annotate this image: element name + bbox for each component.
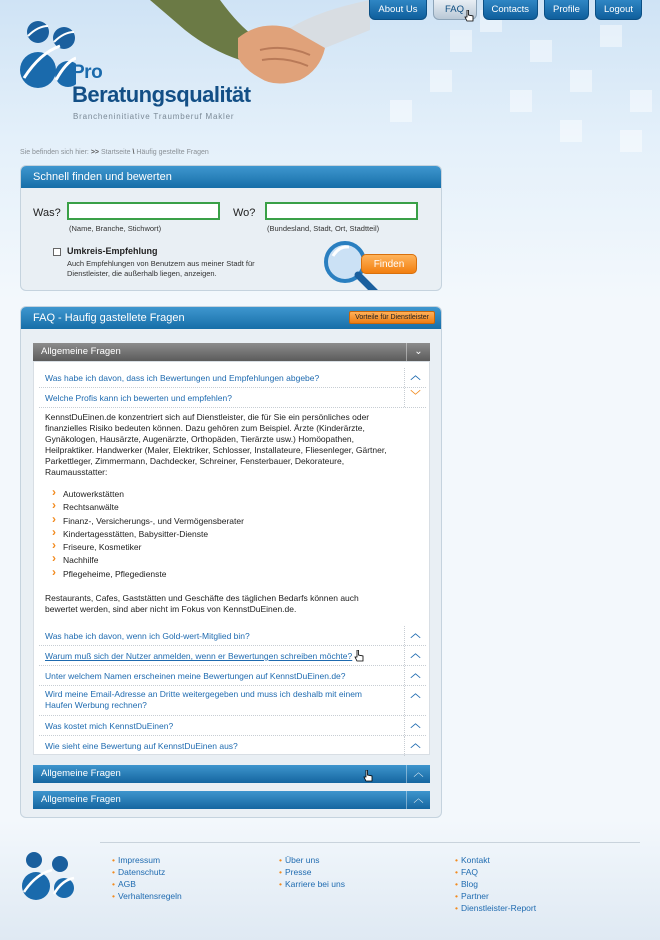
faq-question-3[interactable]	[39, 626, 426, 646]
faq-question-1-text[interactable]: Was habe ich davon, dass ich Bewertungen und Empfehlungen abgebe?	[45, 373, 320, 383]
breadcrumb-current: Häufig gestellte Fragen	[136, 149, 209, 156]
nav-faq[interactable]: FAQ	[433, 0, 477, 20]
find-button[interactable]: Finden	[361, 254, 417, 274]
category-3-label: Allgemeine Fragen	[41, 794, 121, 805]
answer-intro: KennstDuEinen.de konzentriert sich auf Dienstleister, die für Sie ein persönliches oder finanzielles Risiko bedeuten können. Dazu gehören zum Beispiel. Ärzte (Kinderärzte, Gynäkologen, Hausärzte, Augenärzte, Orthopäden, Tierärzte usw.) Homöopathen, Heilpraktiker. Handwerker (Maler, Elektriker, Schlosser, Installateure, Fliesenleger, Gärtner, Parkettleger, Zimmermann, Dachdecker, Schreiner, Fensterbauer, Dekorateure, Raumausstatter:	[45, 412, 387, 477]
site-logo[interactable]	[20, 18, 290, 128]
wo-input[interactable]	[265, 202, 418, 220]
category-bar-3[interactable]	[33, 791, 430, 809]
footer-link[interactable]: • Karriere bei uns	[279, 878, 345, 890]
footer-link[interactable]: • FAQ	[455, 866, 536, 878]
wo-hint: (Bundesland, Stadt, Ort, Stadtteil)	[267, 224, 380, 233]
faq-panel	[20, 306, 442, 818]
chevron-up-icon[interactable]: ︿	[404, 716, 426, 735]
answer-list	[45, 489, 390, 582]
answer-list-item: › Nachhilfe	[45, 555, 390, 568]
was-label: Was?	[33, 207, 61, 219]
faq-question-7[interactable]	[39, 716, 426, 736]
breadcrumb	[20, 149, 209, 156]
chevron-up-icon[interactable]: ︿	[404, 686, 426, 715]
search-panel-title: Schnell finden und bewerten	[21, 166, 441, 188]
faq-question-2[interactable]	[39, 388, 426, 408]
answer-list-item: › Friseure, Kosmetiker	[45, 542, 390, 555]
faq-question-3-text[interactable]: Was habe ich davon, wenn ich Gold-wert-Mitglied bin?	[45, 631, 250, 641]
footer-link[interactable]: • Partner	[455, 890, 536, 902]
nav-profile[interactable]: Profile	[544, 0, 589, 20]
chevron-up-icon[interactable]: ︿	[406, 765, 430, 783]
answer-outro: Restaurants, Cafes, Gaststätten und Geschäfte des täglichen Bedarfs können auch bewertet werden, sind aber nicht im Fokus von KennstDuEinen.de.	[45, 593, 359, 615]
chevron-down-icon[interactable]: ﹀	[404, 388, 426, 407]
footer-link[interactable]: • Kontakt	[455, 854, 536, 866]
breadcrumb-prefix: Sie befinden sich hier:	[20, 149, 89, 156]
faq-question-6-text[interactable]: Wird meine Email-Adresse an Dritte weitergegeben und muss ich deshalb mit einem Haufen Werbung rechnen?	[45, 689, 363, 710]
breadcrumb-separator-icon: >>	[90, 149, 100, 156]
footer-column-2	[279, 854, 345, 890]
breadcrumb-divider-icon: \	[132, 149, 135, 156]
logo-title: Beratungsqualität	[72, 82, 251, 107]
faq-list	[33, 361, 430, 755]
faq-question-6[interactable]	[39, 686, 426, 716]
was-input[interactable]	[67, 202, 220, 220]
answer-list-item: › Pflegeheime, Pflegedienste	[45, 569, 390, 582]
chevron-up-icon[interactable]: ︿	[404, 666, 426, 685]
faq-panel-header	[21, 307, 441, 329]
answer-list-item: › Finanz-, Versicherungs-, und Vermögensberater	[45, 516, 390, 529]
footer-link[interactable]: • Impressum	[112, 854, 182, 866]
faq-question-4[interactable]	[39, 646, 426, 666]
logo-subtitle: Brancheninitiative Traumberuf Makler	[73, 112, 235, 121]
background-tiles	[330, 0, 660, 160]
faq-answer	[45, 412, 390, 615]
faq-question-5[interactable]	[39, 666, 426, 686]
faq-question-8[interactable]	[39, 736, 426, 756]
chevron-up-icon[interactable]: ︿	[404, 736, 426, 756]
was-hint: (Name, Branche, Stichwort)	[69, 224, 162, 233]
breadcrumb-home-link[interactable]: Startseite	[100, 149, 131, 156]
footer-link[interactable]: • Datenschutz	[112, 866, 182, 878]
faq-panel-title: FAQ - Haufig gastellete Fragen	[33, 312, 185, 324]
logo-icon	[20, 18, 76, 98]
footer-column-1	[112, 854, 182, 902]
umkreis-checkbox[interactable]	[53, 248, 61, 256]
logo-pro: Pro	[72, 62, 103, 83]
chevron-up-icon[interactable]: ︿	[404, 626, 426, 645]
footer-link[interactable]: • Verhaltensregeln	[112, 890, 182, 902]
chevron-up-icon[interactable]: ︿	[404, 646, 426, 665]
category-2-label: Allgemeine Fragen	[41, 768, 121, 779]
umkreis-description: Auch Empfehlungen von Benutzern aus meiner Stadt für Dienstleister, die außerhalb liegen, anzeigen.	[67, 259, 255, 278]
footer-link[interactable]: • Presse	[279, 866, 345, 878]
hand-cursor-icon	[464, 10, 474, 22]
nav-contacts[interactable]: Contacts	[483, 0, 539, 20]
hand-cursor-icon	[354, 650, 364, 662]
chevron-down-icon[interactable]: ⌄	[406, 343, 430, 361]
footer-logo-icon[interactable]	[20, 850, 76, 902]
faq-question-7-text[interactable]: Was kostet mich KennstDuEinen?	[45, 721, 174, 731]
faq-question-1[interactable]	[39, 368, 426, 388]
umkreis-label: Umkreis-Empfehlung	[67, 246, 158, 256]
hand-cursor-icon	[363, 770, 373, 782]
category-1-label: Allgemeine Fragen	[41, 346, 121, 357]
faq-question-8-text[interactable]: Wie sieht eine Bewertung auf KennstDuEinen aus?	[45, 741, 238, 751]
footer-link[interactable]: • AGB	[112, 878, 182, 890]
vorteile-button[interactable]: Vorteile für Dienstleister	[349, 311, 435, 324]
answer-list-item: › Kindertagesstätten, Babysitter-Dienste	[45, 529, 390, 542]
faq-question-4-text[interactable]: Warum muß sich der Nutzer anmelden, wenn er Bewertungen schreiben möchte?	[45, 651, 353, 661]
wo-label: Wo?	[233, 207, 256, 219]
chevron-up-icon[interactable]: ︿	[404, 368, 426, 387]
footer-column-3	[455, 854, 536, 914]
answer-list-item: › Rechtsanwälte	[45, 502, 390, 515]
faq-question-5-text[interactable]: Unter welchem Namen erscheinen meine Bewertungen auf KennstDuEinen.de?	[45, 671, 346, 681]
faq-question-2-text[interactable]: Welche Profis kann ich bewerten und empfehlen?	[45, 393, 232, 403]
answer-list-item: › Autowerkstätten	[45, 489, 390, 502]
search-panel	[20, 165, 442, 291]
chevron-up-icon[interactable]: ︿	[406, 791, 430, 809]
top-navigation	[369, 0, 642, 20]
nav-logout[interactable]: Logout	[595, 0, 642, 20]
category-bar-1[interactable]	[33, 343, 430, 361]
footer-link[interactable]: • Blog	[455, 878, 536, 890]
footer-link[interactable]: • Dienstleister-Report	[455, 902, 536, 914]
nav-about-us[interactable]: About Us	[369, 0, 426, 20]
footer-link[interactable]: • Über uns	[279, 854, 345, 866]
footer-divider	[100, 842, 640, 843]
